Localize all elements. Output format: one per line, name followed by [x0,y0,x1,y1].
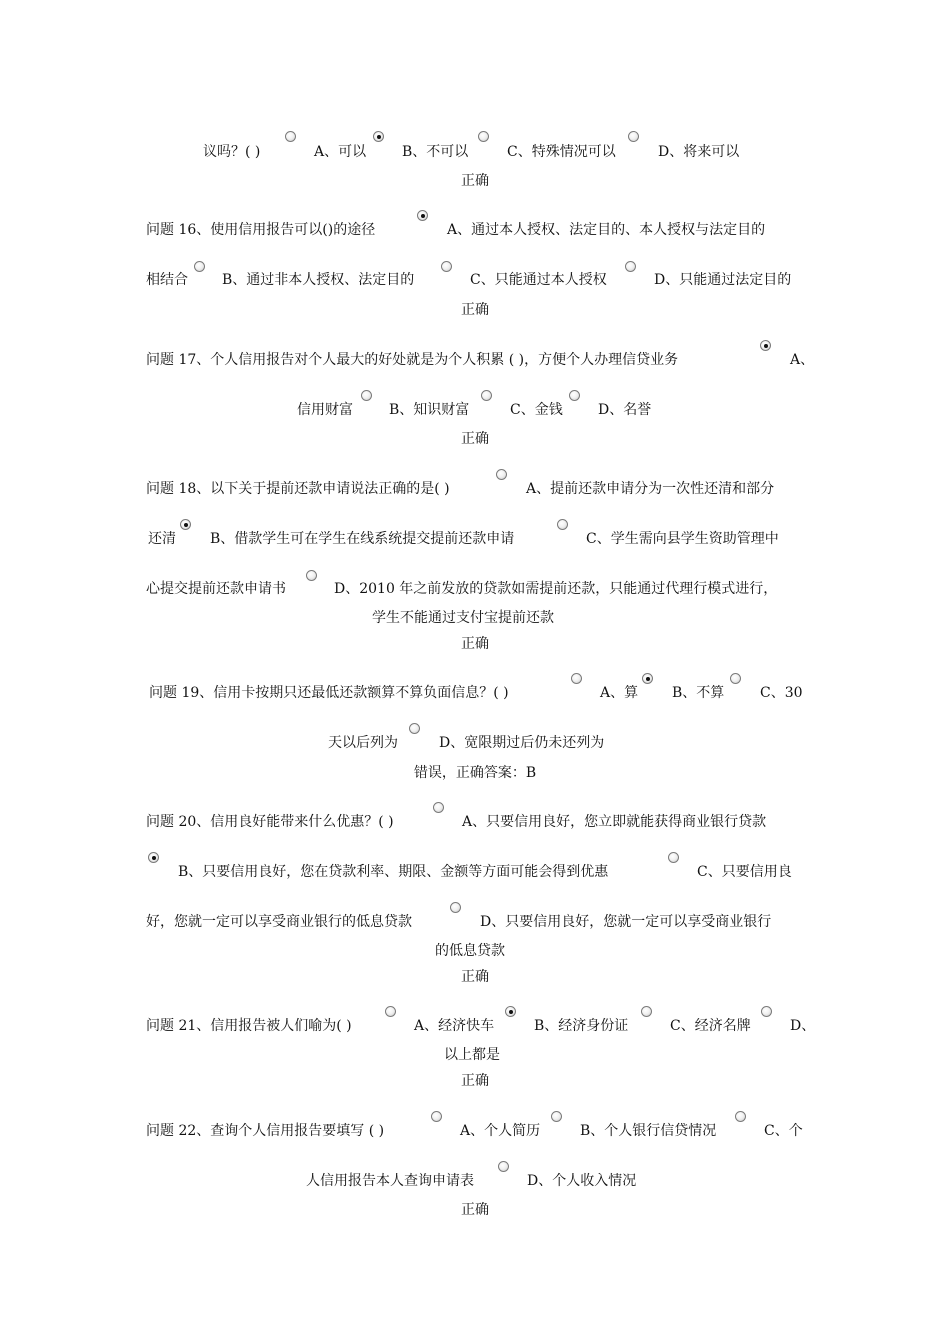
q22-option-b: B、个人银行信贷情况 [580,1123,717,1139]
q18-result: 正确 [461,636,489,652]
q22-radio-c[interactable] [735,1111,746,1122]
q16-option-c: C、只能通过本人授权 [470,272,607,288]
q20-result: 正确 [461,969,489,985]
q17-stem: 问题 17、个人信用报告对个人最大的好处就是为个人积累 ( )，方便个人办理信贷业务 [146,352,679,368]
q19-option-d: D、宽限期过后仍未还列为 [439,735,605,751]
q21-radio-b[interactable] [505,1006,516,1017]
q15-radio-d[interactable] [628,131,639,142]
q22-option-d: D、个人收入情况 [527,1173,637,1189]
q20-radio-a[interactable] [433,802,444,813]
q15-option-d: D、将来可以 [658,144,740,160]
q20-stem: 问题 20、信用良好能带来什么优惠？( ) [146,814,394,830]
q22-radio-b[interactable] [551,1111,562,1122]
q19-result: 错误，正确答案：B [413,765,537,781]
q22-radio-d[interactable] [498,1161,509,1172]
q21-radio-a[interactable] [385,1006,396,1017]
q19-stem: 问题 19、信用卡按期只还最低还款额算不算负面信息？( ) [149,685,509,701]
q17-radio-d[interactable] [569,390,580,401]
q17-option-c: C、金钱 [510,402,563,418]
q22-option-a: A、个人简历 [460,1123,541,1139]
q22-option-c-line1: C、个 [764,1123,803,1139]
q19-option-c-line2: 天以后列为 [328,735,398,751]
q16-option-a-line1: A、通过本人授权、法定目的、本人授权与法定目的 [447,222,766,238]
q16-stem: 问题 16、使用信用报告可以()的途径 [146,222,376,238]
q17-option-a-line1: A、 [790,352,815,368]
q20-option-d-line2: 的低息贷款 [435,943,505,959]
q20-radio-c[interactable] [668,852,679,863]
q16-option-b: B、通过非本人授权、法定目的 [222,272,415,288]
q15-radio-b[interactable] [373,131,384,142]
q18-option-d-line2: 学生不能通过支付宝提前还款 [372,610,554,626]
q15-option-b: B、不可以 [402,144,469,160]
q15-radio-c[interactable] [478,131,489,142]
q17-radio-c[interactable] [481,390,492,401]
q18-radio-b[interactable] [180,519,191,530]
q17-radio-a[interactable] [760,340,771,351]
q18-option-c-line1: C、学生需向县学生资助管理中 [586,531,779,547]
q20-option-a: A、只要信用良好，您立即就能获得商业银行贷款 [462,814,767,830]
q19-option-a: A、算 [600,685,639,701]
q17-radio-b[interactable] [361,390,372,401]
q20-radio-b[interactable] [148,852,159,863]
q19-radio-b[interactable] [642,673,653,684]
q21-stem: 问题 21、信用报告被人们喻为( ) [146,1018,352,1034]
q16-option-d: D、只能通过法定目的 [654,272,792,288]
q18-option-d-line1: D、2010 年之前发放的贷款如需提前还款，只能通过代理行模式进行， [334,581,778,597]
q19-radio-d[interactable] [409,723,420,734]
q16-radio-c[interactable] [441,261,452,272]
q18-option-a-line2: 还清 [148,531,176,547]
q20-option-d-line1: D、只要信用良好，您就一定可以享受商业银行 [480,914,772,930]
q15-stem: 议吗？( ) [203,144,261,160]
q21-option-d-line2: 以上都是 [444,1047,500,1063]
q19-radio-c[interactable] [730,673,741,684]
q15-result: 正确 [461,173,489,189]
q16-option-a-line2: 相结合 [146,272,188,288]
q22-stem: 问题 22、查询个人信用报告要填写 ( ) [146,1123,385,1139]
q21-option-b: B、经济身份证 [534,1018,629,1034]
q17-option-b: B、知识财富 [389,402,470,418]
q20-option-c-line1: C、只要信用良 [697,864,792,880]
q20-option-b: B、只要信用良好，您在贷款利率、期限、金额等方面可能会得到优惠 [178,864,609,880]
q15-option-c: C、特殊情况可以 [507,144,616,160]
q18-stem: 问题 18、以下关于提前还款申请说法正确的是( ) [146,481,450,497]
q21-result: 正确 [461,1073,489,1089]
q18-option-a-line1: A、提前还款申请分为一次性还清和部分 [526,481,775,497]
q18-option-c-line2: 心提交提前还款申请书 [146,581,286,597]
q16-radio-a[interactable] [417,210,428,221]
q16-radio-d[interactable] [625,261,636,272]
q19-option-b: B、不算 [672,685,725,701]
q20-option-c-line2: 好，您就一定可以享受商业银行的低息贷款 [146,914,412,930]
q18-radio-c[interactable] [557,519,568,530]
q21-radio-d[interactable] [761,1006,772,1017]
q21-radio-c[interactable] [641,1006,652,1017]
q19-radio-a[interactable] [571,673,582,684]
q16-result: 正确 [461,302,489,318]
q17-result: 正确 [461,431,489,447]
q16-radio-b[interactable] [194,261,205,272]
q15-radio-a[interactable] [285,131,296,142]
q17-option-a-line2: 信用财富 [297,402,353,418]
q21-option-a: A、经济快车 [414,1018,495,1034]
q20-radio-d[interactable] [450,902,461,913]
q18-radio-d[interactable] [306,570,317,581]
q17-option-d: D、名誉 [598,402,652,418]
q22-result: 正确 [461,1202,489,1218]
q22-option-c-line2: 人信用报告本人查询申请表 [306,1173,474,1189]
q18-option-b: B、借款学生可在学生在线系统提交提前还款申请 [210,531,515,547]
q22-radio-a[interactable] [431,1111,442,1122]
q21-option-c: C、经济名牌 [670,1018,751,1034]
q18-radio-a[interactable] [496,469,507,480]
q15-option-a: A、可以 [314,144,367,160]
q19-option-c-line1: C、30 [760,685,803,701]
q21-option-d-line1: D、 [790,1018,816,1034]
